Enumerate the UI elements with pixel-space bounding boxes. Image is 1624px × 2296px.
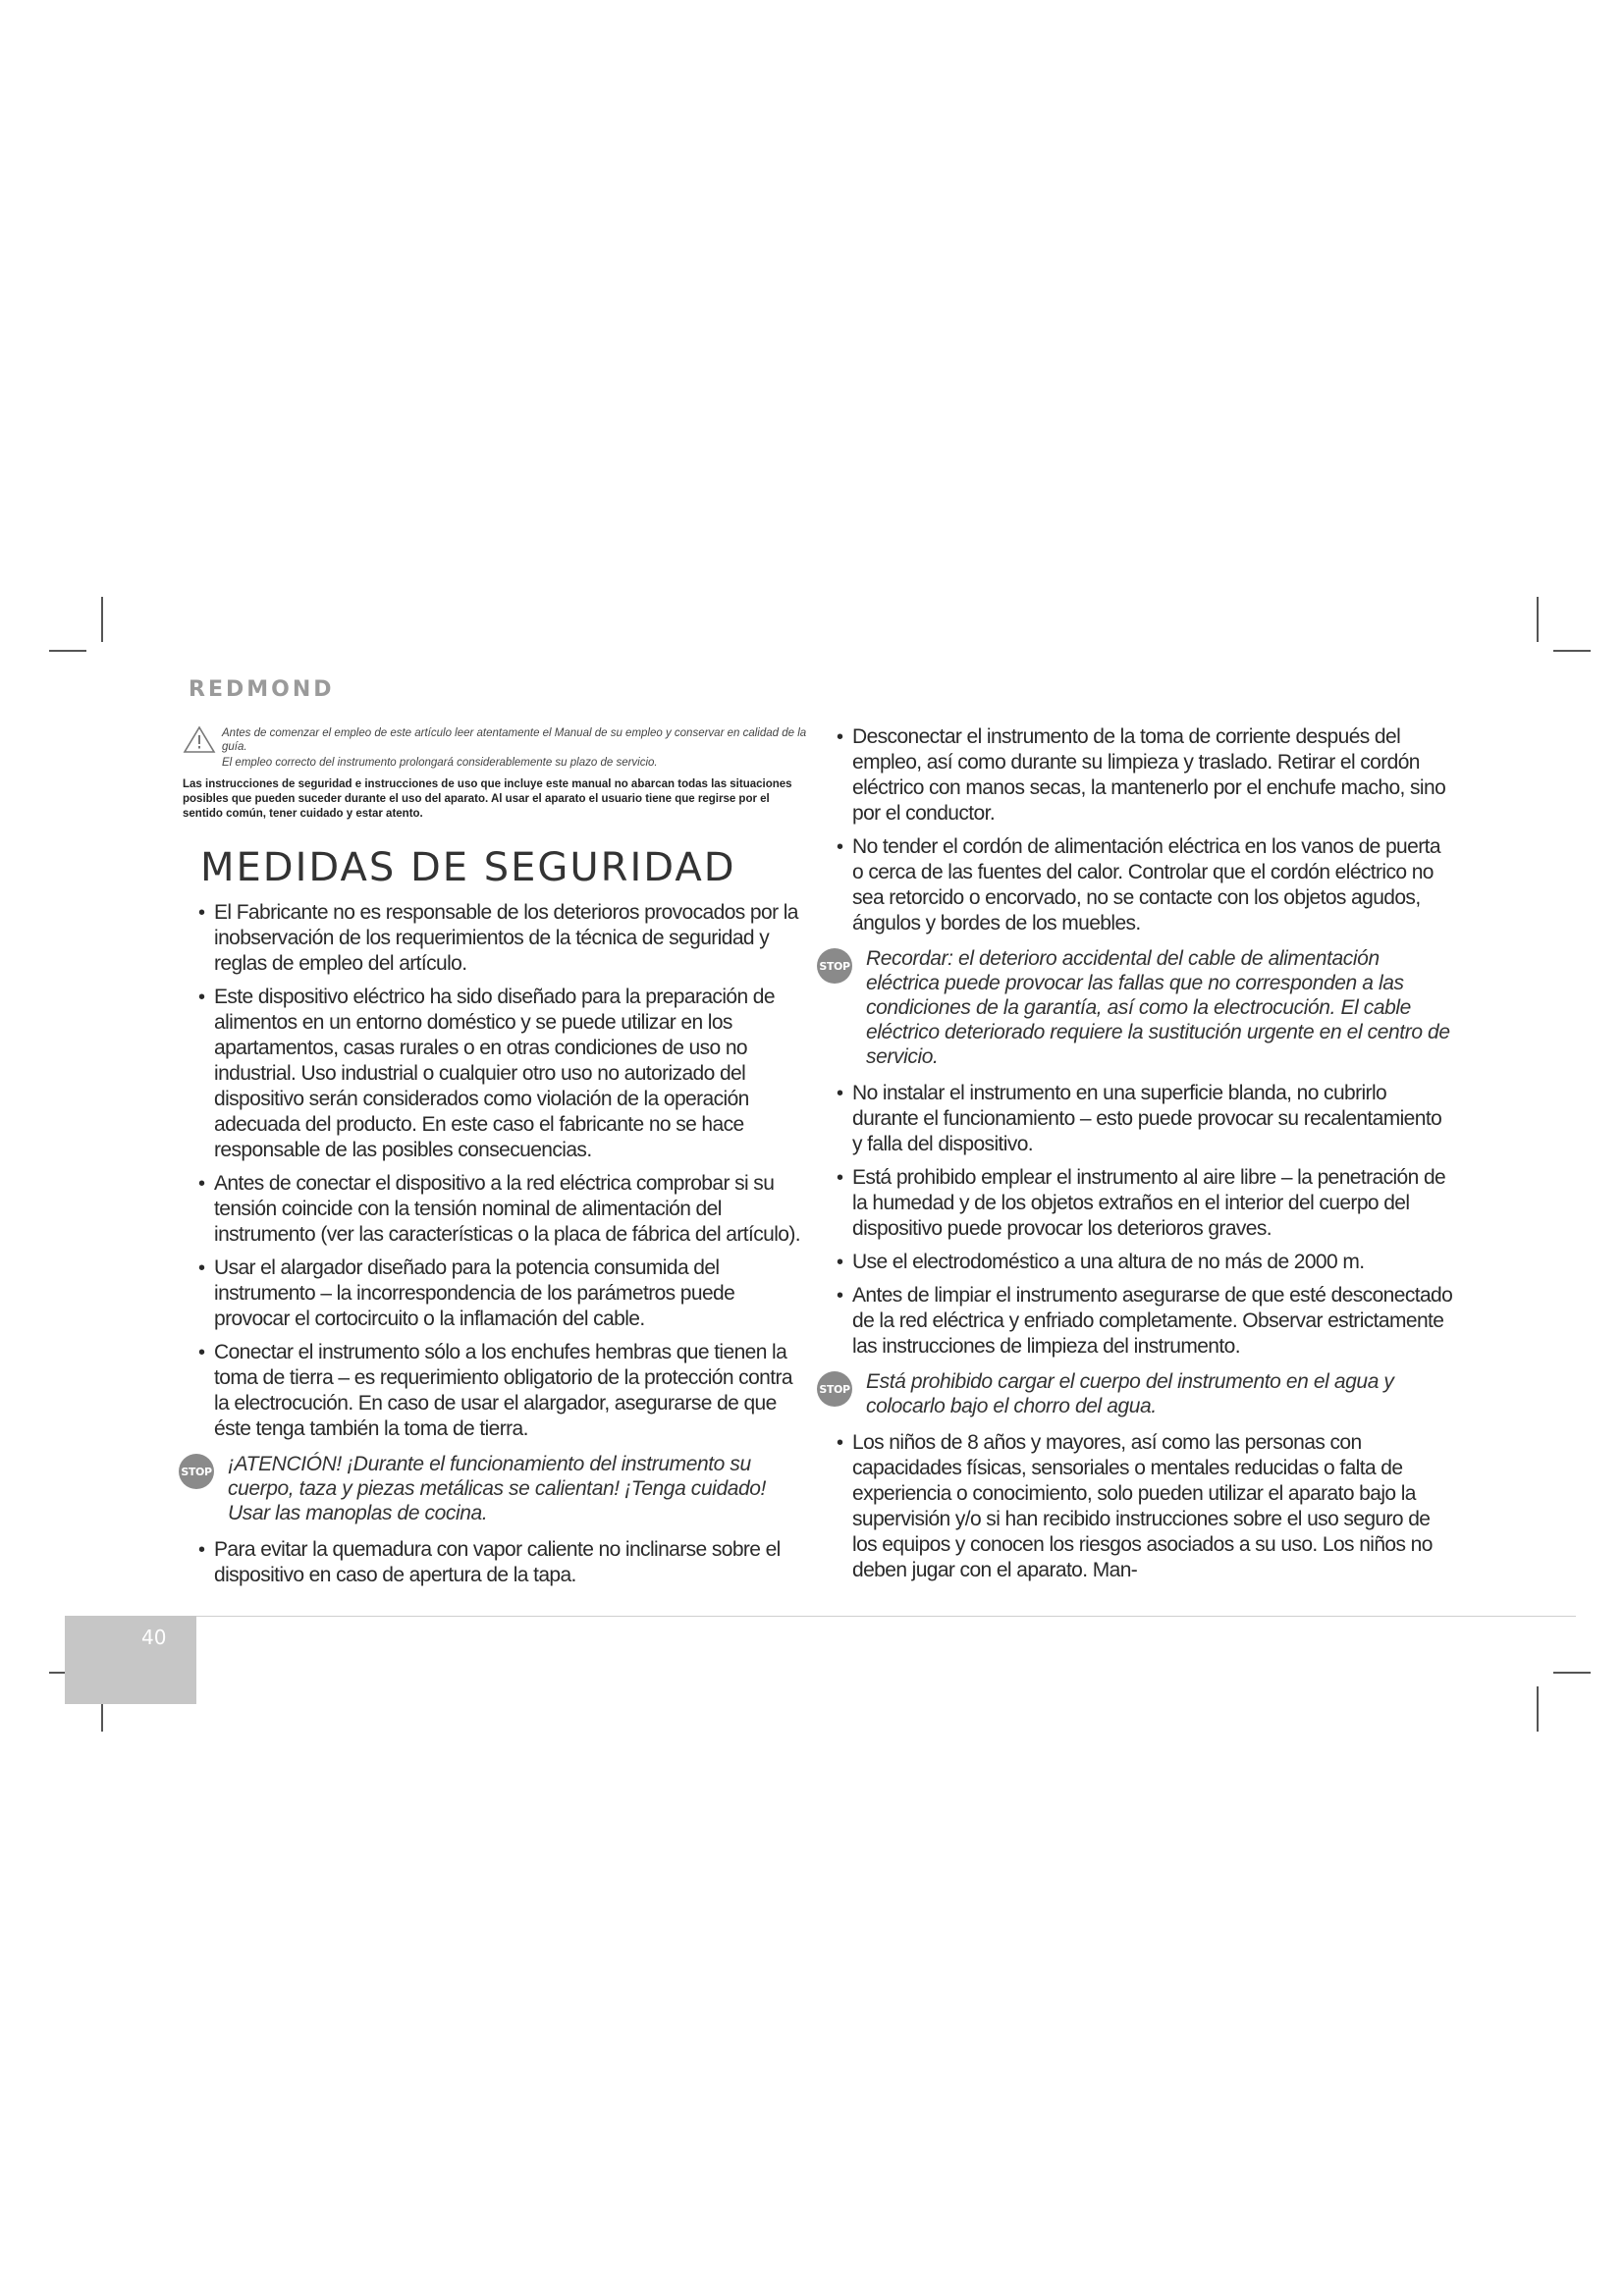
bullet-icon: •	[837, 1167, 843, 1189]
list-item: • No instalar el instrumento en una superficie blanda, no cubrirlo durante el funcionamiento – esto puede provocar su recalentamiento y falla del dispositivo.	[837, 1082, 1442, 1155]
page-number-box	[65, 1616, 196, 1704]
list-item: • Para evitar la quemadura con vapor caliente no inclinarse sobre el dispositivo en caso de apertura de la tapa.	[198, 1538, 781, 1586]
crop-mark	[1553, 650, 1591, 652]
list-item: • Este dispositivo eléctrico ha sido diseñado para la preparación de alimentos en un entorno doméstico y se puede utilizar en los apartamentos, casas rurales o en otras condiciones de uso no industrial. Uso industrial o cualquier otro uso no autorizado del dispositivo serán considerados como violación de la operación adecuada del producto. En este caso el fabricante no se hace responsable de las posibles consecuencias.	[198, 986, 775, 1161]
usage-notice	[183, 724, 811, 822]
bullet-icon: •	[837, 1432, 843, 1454]
bullet-icon: •	[198, 987, 205, 1008]
right-bullet-list-3	[821, 1430, 1455, 1583]
stop-icon: STOP	[817, 1371, 852, 1407]
list-item: • Antes de conectar el dispositivo a la red eléctrica comprobar si su tensión coincide con la tensión nominal de alimentación del instrumento (ver las características o la placa de fábrica del artículo).	[198, 1172, 800, 1246]
left-column	[183, 724, 811, 1596]
crop-mark	[1553, 1672, 1591, 1674]
right-bullet-list-2	[821, 1081, 1455, 1360]
bullet-icon: •	[837, 1285, 843, 1307]
stop-warning	[821, 1369, 1455, 1418]
stop-warning	[183, 1452, 811, 1525]
bullet-icon: •	[198, 902, 205, 924]
bullet-icon: •	[198, 1342, 205, 1363]
crop-mark	[1537, 1686, 1539, 1732]
list-item: • El Fabricante no es responsable de los deterioros provocados por la inobservación de los requerimientos de la técnica de seguridad y reglas de empleo del artículo.	[198, 901, 798, 975]
bullet-icon: •	[837, 836, 843, 858]
bullet-icon: •	[837, 726, 843, 748]
list-item: • Desconectar el instrumento de la toma de corriente después del empleo, así como durante su limpieza y traslado. Retirar el cordón eléctrico con manos secas, la mantenerlo por el enchufe macho, sino por el conductor.	[837, 725, 1446, 825]
left-bullet-list-2	[183, 1537, 811, 1588]
list-item: • Los niños de 8 años y mayores, así como las personas con capacidades físicas, sensoriales o mentales reducidas o falta de experiencia o conocimiento, solo pueden utilizar el aparato bajo la supervisión y/o si han recibido instrucciones sobre el uso seguro de los equipos y conocen los riesgos asociados a su uso. Los niños no deben jugar con el aparato. Man-	[837, 1431, 1433, 1581]
stop-warning-text: Está prohibido cargar el cuerpo del instrumento en el agua y colocarlo bajo el chorro del agua.	[866, 1370, 1394, 1417]
footer-rule	[196, 1616, 1576, 1617]
list-item: • Use el electrodoméstico a una altura de no más de 2000 m.	[837, 1251, 1365, 1273]
stop-warning	[821, 946, 1455, 1069]
stop-warning-text: ¡ATENCIÓN! ¡Durante el funcionamiento del instrumento su cuerpo, taza y piezas metálicas se calientan! ¡Tenga cuidado! Usar las manoplas de cocina.	[228, 1453, 766, 1524]
list-item: • Conectar el instrumento sólo a los enchufes hembras que tienen la toma de tierra – es requerimiento obligatorio de la protección contra la electrocución. En caso de usar el alargador, asegurarse de que éste tenga también la toma de tierra.	[198, 1341, 792, 1440]
bullet-icon: •	[198, 1539, 205, 1561]
page-number: 40	[141, 1626, 167, 1649]
crop-mark	[101, 597, 103, 642]
notice-italic-line-1: Antes de comenzar el empleo de este artículo leer atentamente el Manual de su empleo y conservar en calidad de la guía.	[222, 727, 807, 753]
crop-mark	[49, 650, 86, 652]
notice-bold-text: Las instrucciones de seguridad e instrucciones de uso que incluye este manual no abarcan todas las situaciones posibles que pueden suceder durante el uso del aparato. Al usar el aparato el usuario tiene que regirse por el sentido común, tener cuidado y estar atento.	[183, 778, 792, 820]
bullet-icon: •	[198, 1173, 205, 1195]
left-bullet-list	[183, 900, 811, 1442]
bullet-icon: •	[198, 1257, 205, 1279]
bullet-icon: •	[837, 1083, 843, 1104]
right-bullet-list-1	[821, 724, 1455, 936]
list-item: • Usar el alargador diseñado para la potencia consumida del instrumento – la incorrespondencia de los parámetros puede provocar el cortocircuito o la inflamación del cable.	[198, 1256, 735, 1330]
list-item: • Está prohibido emplear el instrumento al aire libre – la penetración de la humedad y de los objetos extraños en el interior del cuerpo del dispositivo puede provocar los deterioros graves.	[837, 1166, 1446, 1240]
list-item: • Antes de limpiar el instrumento asegurarse de que esté desconectado de la red eléctrica y enfriado completamente. Observar estrictamente las instrucciones de limpieza del instrumento.	[837, 1284, 1453, 1358]
notice-italic-line-2: El empleo correcto del instrumento prolongará considerablemente su plazo de servicio.	[222, 757, 658, 769]
bullet-icon: •	[837, 1252, 843, 1273]
warning-icon	[183, 724, 216, 754]
crop-mark	[1537, 597, 1539, 642]
page-title: MEDIDAS DE SEGURIDAD	[200, 845, 736, 890]
list-item: • No tender el cordón de alimentación eléctrica en los vanos de puerta o cerca de las fuentes del calor. Controlar que el cordón eléctrico no sea retorcido o encorvado, no se contacte con los objetos agudos, ángulos y bordes de los muebles.	[837, 835, 1440, 934]
stop-warning-text: Recordar: el deterioro accidental del cable de alimentación eléctrica puede provocar las fallas que no corresponden a las condiciones de la garantía, así como la electrocución. El cable eléctrico deteriorado requiere la sustitución urgente en el centro de servicio.	[866, 947, 1450, 1068]
brand-logo: REDMOND	[189, 677, 335, 702]
right-column	[821, 724, 1455, 1591]
stop-icon: STOP	[817, 948, 852, 984]
stop-icon: STOP	[179, 1454, 214, 1489]
